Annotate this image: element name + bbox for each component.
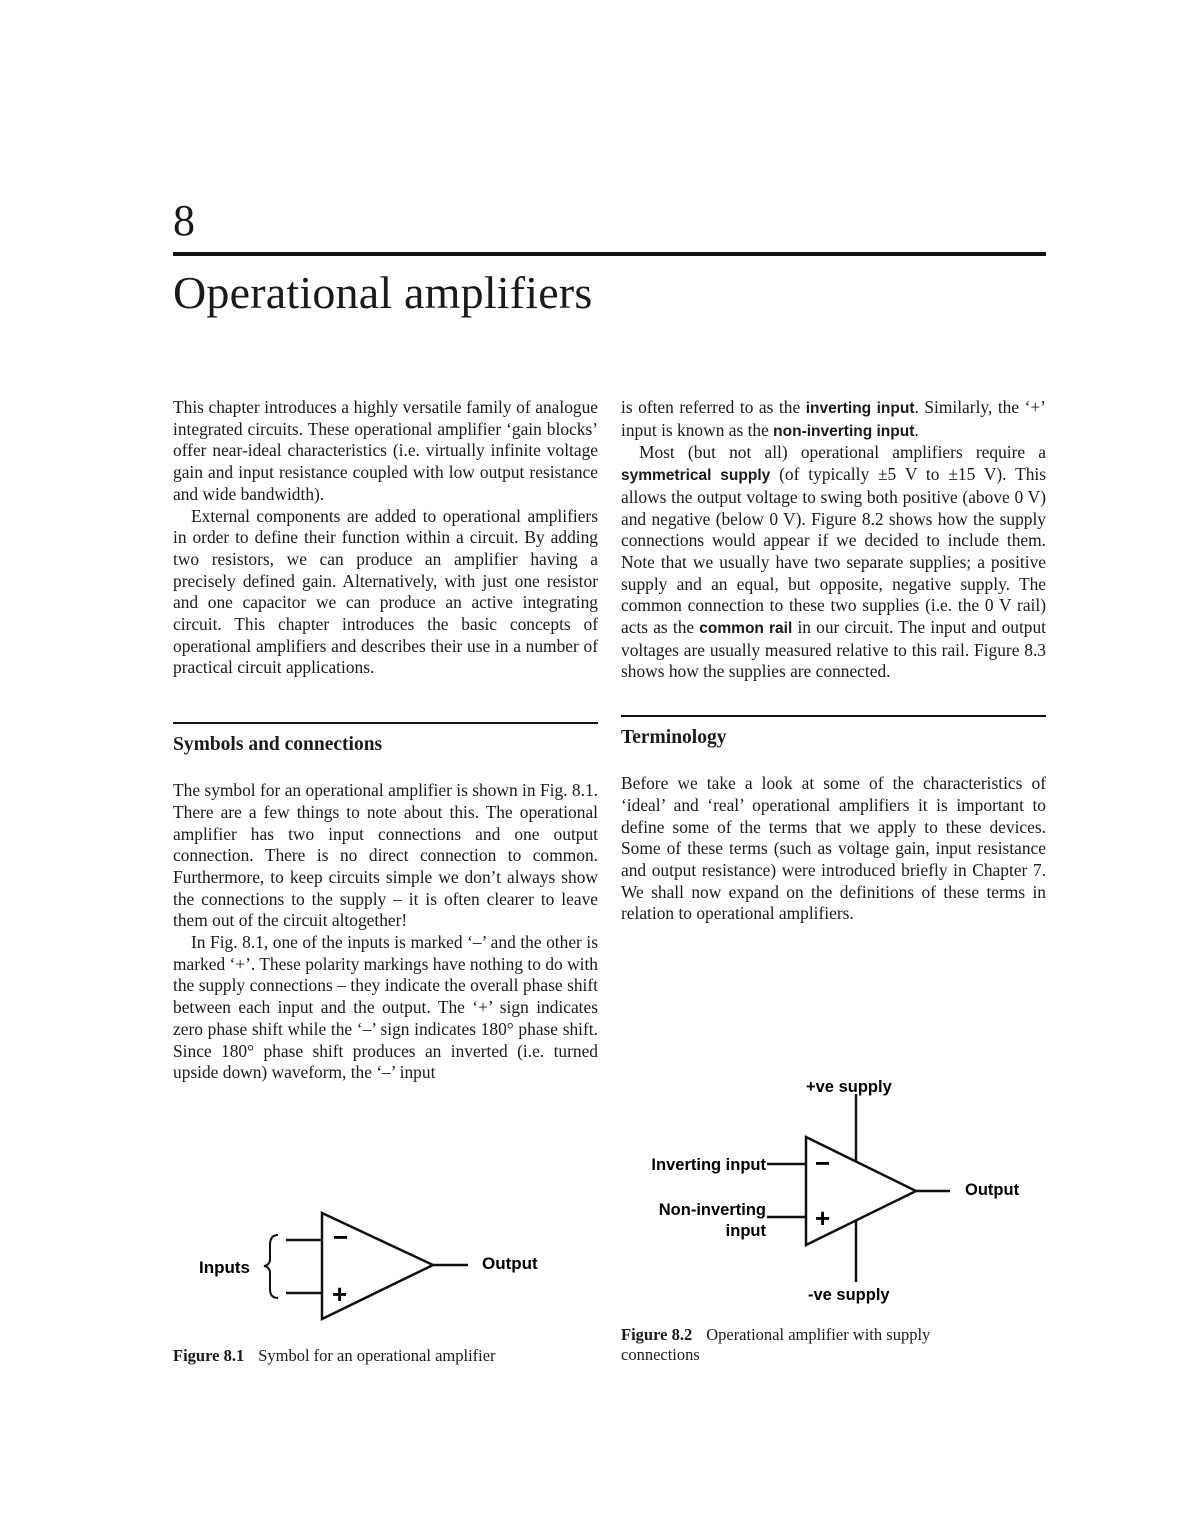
opamp-supply-diagram — [630, 1070, 1050, 1310]
figure-8-2-caption — [621, 1325, 981, 1365]
section-rule — [173, 722, 598, 724]
caption-label: Figure 8.2 — [621, 1325, 693, 1344]
non-inverting-input-label-line-2: input — [725, 1222, 766, 1240]
plus-sign: + — [815, 1203, 831, 1233]
inputs-label: Inputs — [199, 1258, 250, 1277]
output-label: Output — [482, 1254, 538, 1273]
figure-8-1-caption — [173, 1346, 598, 1366]
section-rule — [621, 715, 1046, 717]
terminology-paragraph-1: Before we take a look at some of the characteristics of ‘ideal’ and ‘real’ operational amplifiers it is important to define some of the terms that we apply to these devices. Some of these terms (such as voltage gain, input resistance and output resistance) were introduced briefly in Chapter 7. We shall now expand on the definitions of these terms in relation to operational amplifiers. — [621, 773, 1046, 924]
term-inverting-input: inverting input — [805, 400, 915, 417]
left-column — [173, 397, 598, 1084]
text-span: . Similarly, the ‘+’ input is known as the — [621, 397, 1046, 440]
symbols-paragraph-2: In Fig. 8.1, one of the inputs is marked ‘–’ and the other is marked ‘+’. These polarity markings have nothing to do with the supply connections – they indicate the overall phase shift between each input and the output. The ‘+’ sign indicates zero phase shift while the ‘–’ sign indicates 180° phase shift. Since 180° phase shift produces an inverted (i.e. turned upside down) waveform, the ‘–’ input — [173, 932, 598, 1083]
chapter-number: 8 — [173, 196, 195, 245]
right-column — [621, 397, 1046, 925]
section-heading-terminology: Terminology — [621, 727, 727, 749]
chapter-title: Operational amplifiers — [173, 267, 593, 318]
intro-paragraph-2: External components are added to operational amplifiers in order to define their function within a circuit. By adding two resistors, we can produce an amplifier having a precisely defined gain. Alternatively, with just one resistor and one capacitor we can produce an active integrating circuit. This chapter introduces the basic concepts of operational amplifiers and describes their use in a number of practical circuit applications. — [173, 505, 598, 678]
non-inverting-input-label-line-1: Non-inverting — [658, 1201, 766, 1219]
text-span: (of typically ±5 V to ±15 V). This allows the output voltage to swing both positive (above 0 V) and negative (below 0 V). Figure 8.2 shows how the supply connections would appear if we decided to include them. Note that we usually have two separate supplies; a positive supply and an equal, but opposite, negative supply. The common connection to these two supplies (i.e. the 0 V rail) acts as the — [621, 464, 1047, 638]
caption-text: Operational amplifier with supply connections — [621, 1325, 931, 1364]
section-heading-symbols: Symbols and connections — [173, 734, 383, 756]
output-label: Output — [965, 1181, 1020, 1199]
term-symmetrical-supply: symmetrical supply — [621, 467, 771, 485]
inverting-input-label: Inverting input — [651, 1156, 766, 1174]
text-span: . — [914, 419, 919, 440]
intro-paragraph-1: This chapter introduces a highly versatile family of analogue integrated circuits. These operational amplifier ‘gain blocks’ offer near-ideal characteristics (i.e. virtually infinite voltage gain and input resistance coupled with low output resistance and wide bandwidth). — [173, 397, 598, 504]
negative-supply-label: -ve supply — [808, 1286, 890, 1304]
symbols-paragraph-1: The symbol for an operational amplifier is shown in Fig. 8.1. There are a few things to note about this. The operational amplifier has two input connections and one output connection. There is no direct connection to common. Furthermore, to keep circuits simple we don’t always show the connections to the supply – it is often clearer to leave them out of the circuit altogether! — [173, 780, 598, 931]
term-non-inverting-input: non-inverting input — [773, 422, 915, 440]
term-common-rail: common rail — [699, 620, 793, 638]
minus-sign: − — [333, 1222, 349, 1252]
right-paragraph-2 — [621, 442, 1046, 683]
figure-8-2 — [630, 1070, 1050, 1310]
right-paragraph-1 — [621, 397, 1046, 442]
inputs-brace — [264, 1235, 278, 1298]
chapter-rule — [173, 252, 1046, 256]
text-span: in our circuit. The input and output voltages are usually measured relative to this rail. Figure 8.3 shows how the supplies are connected. — [621, 617, 1047, 682]
text-span: Most (but not all) operational amplifiers require a — [639, 442, 1046, 463]
figure-8-1 — [190, 1205, 560, 1325]
text-span: is often referred to as the — [621, 397, 806, 417]
minus-sign: − — [815, 1148, 831, 1178]
opamp-symbol-diagram — [190, 1205, 560, 1325]
caption-label: Figure 8.1 — [173, 1346, 245, 1365]
plus-sign: + — [332, 1279, 348, 1309]
positive-supply-label: +ve supply — [806, 1078, 892, 1096]
caption-text: Symbol for an operational amplifier — [258, 1346, 496, 1365]
